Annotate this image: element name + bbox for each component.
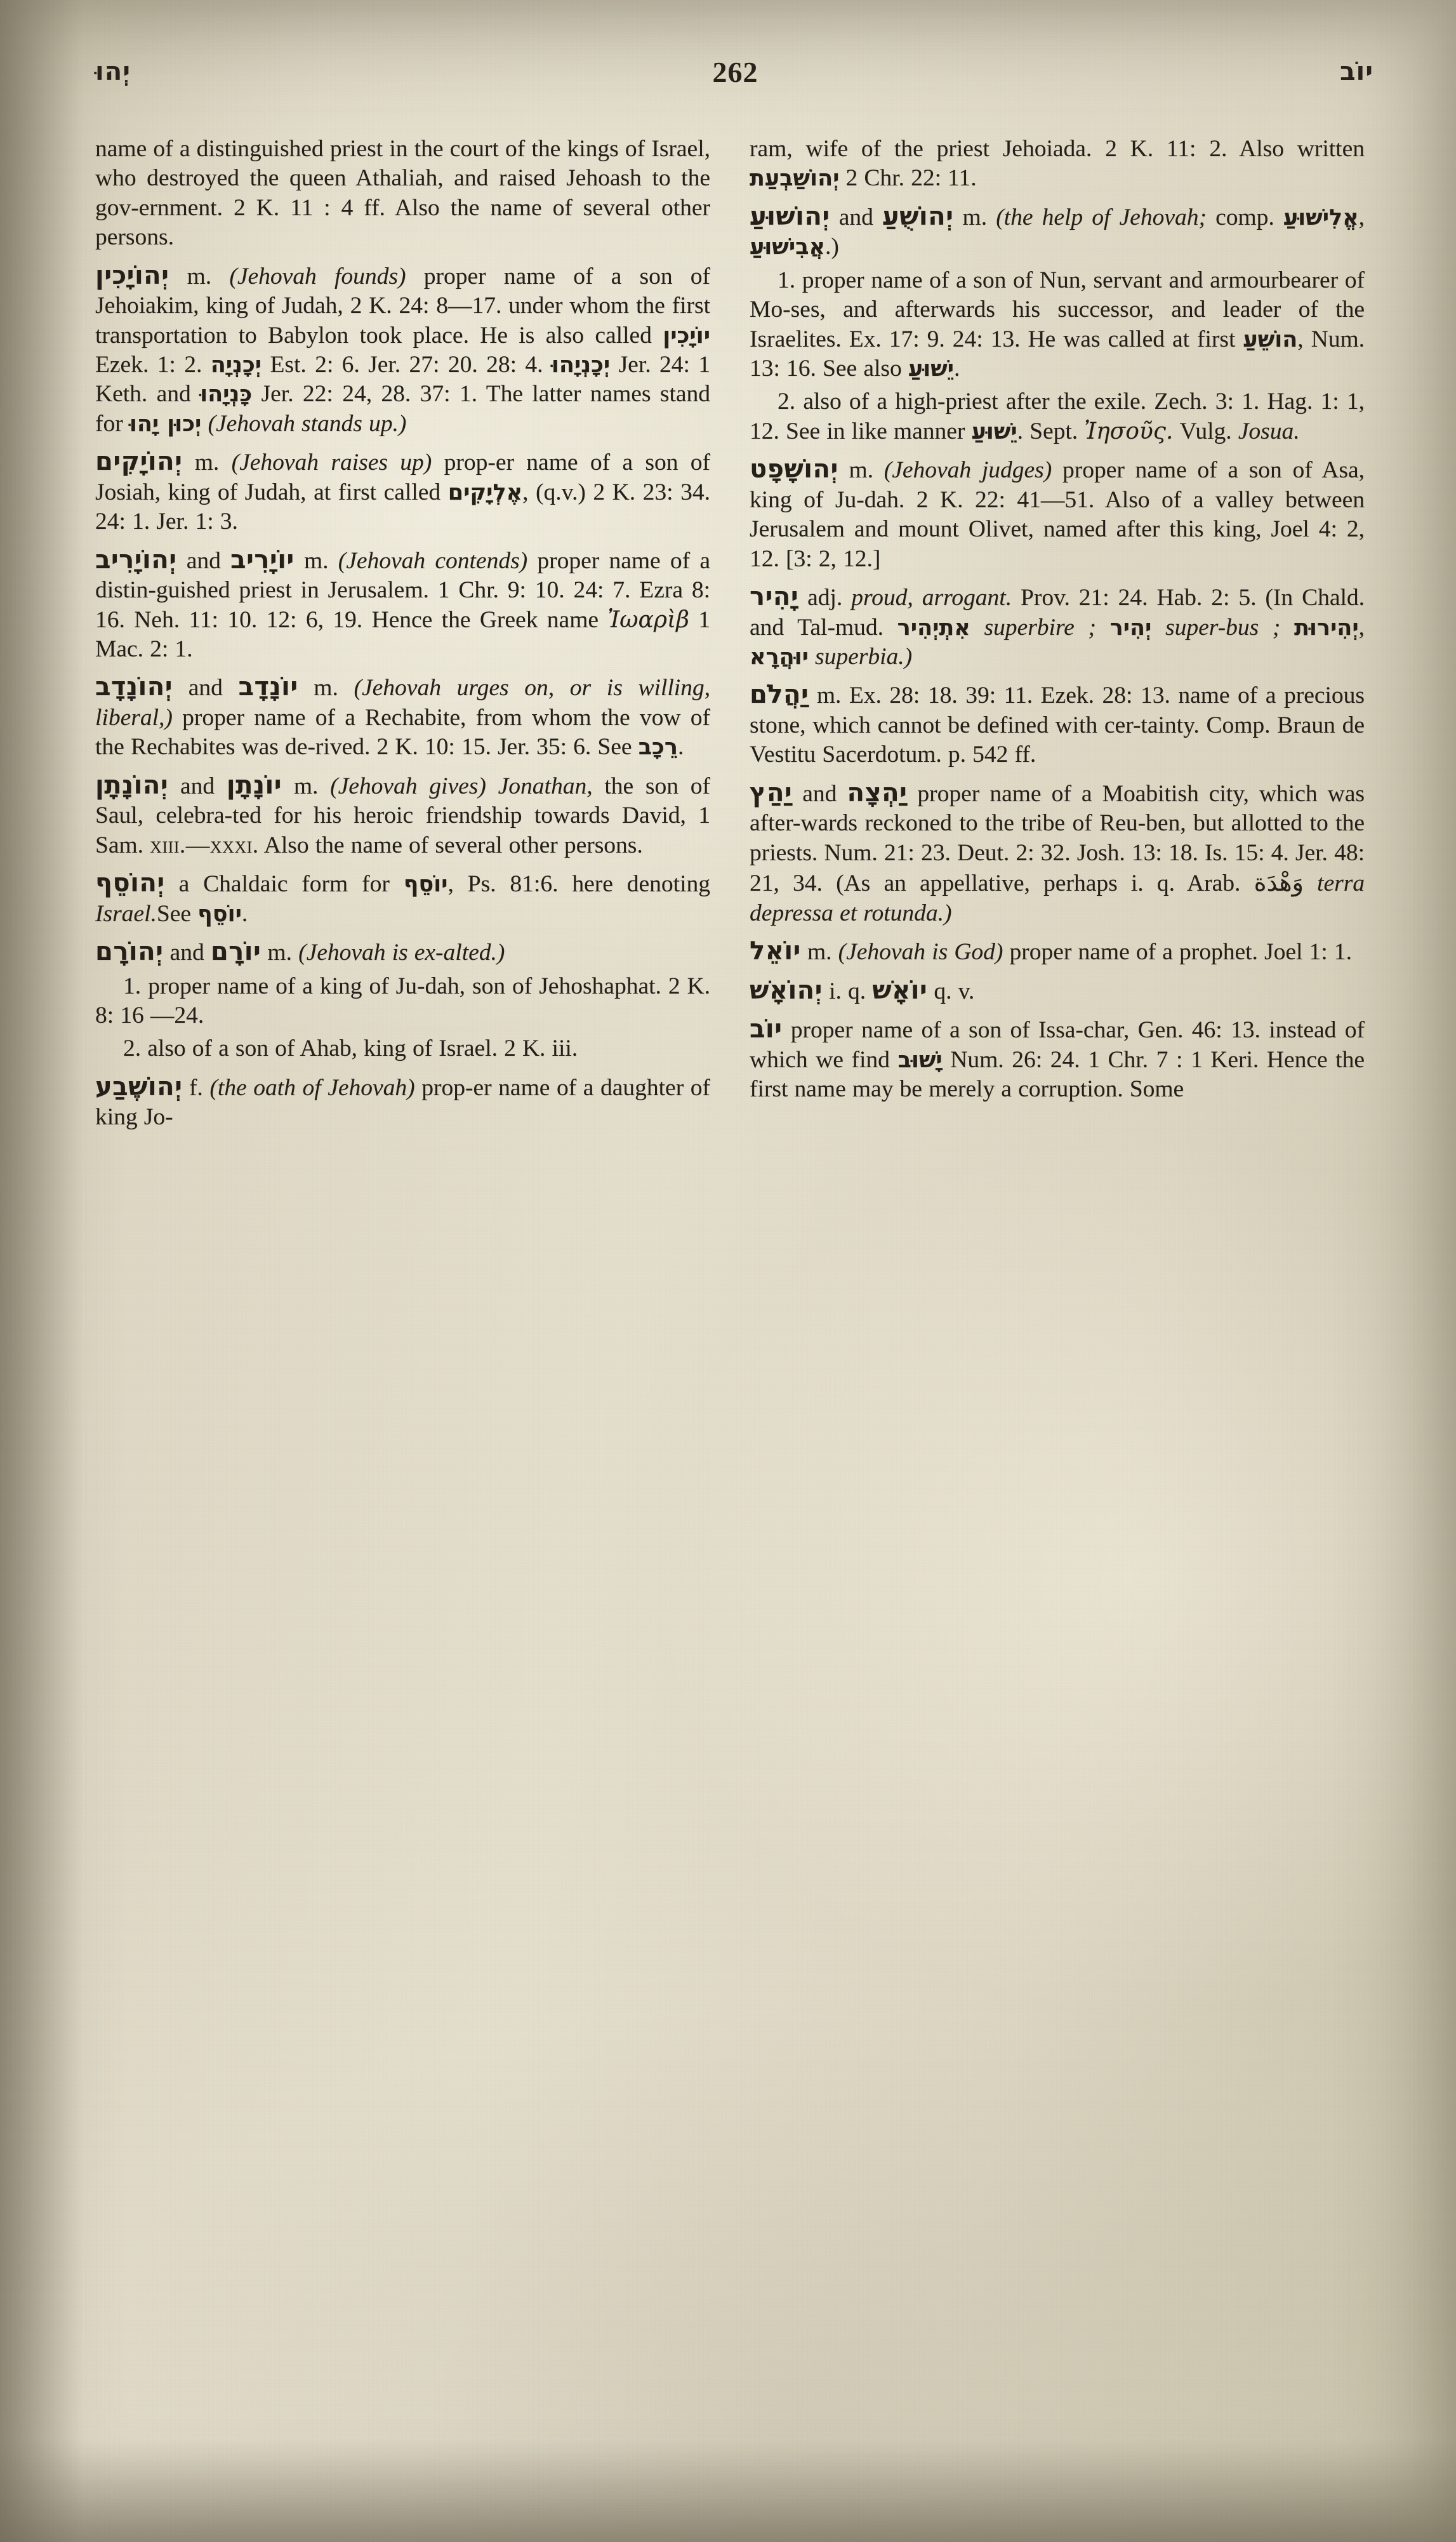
latin-gloss: superbire ; (984, 614, 1096, 641)
entry-text: proper name of a distin-guished priest in Jerusalem. 1 Chr. 9: 10. 24: 7. Ezra 8: 16. Neh. 11: 10. 12: 6, 19. Hence the Greek name (95, 547, 711, 633)
headword: יְהוֹשֶׁבַע (95, 1072, 183, 1101)
entry-text: , Ps. 81:6. here denoting (447, 871, 711, 898)
entry-text: proper name of a Rechabite, from whom the vow of the Rechabites was de-rived. 2 K. 10: 15. Jer. 35: 6. See (95, 704, 710, 761)
entry-text: Ezek. 1: 2. (95, 352, 202, 378)
entry-text: Num. 26: 24. 1 Chr. 7 : 1 Keri. Hence the first name may be merely a corruption. Some (750, 1046, 1365, 1102)
sense-text: . Sept. (1017, 418, 1078, 444)
sense-text: 1. proper name of a king of Ju-dah, son of Jehoshaphat. 2 K. 8: 16 —24. (95, 973, 710, 1029)
entry-continuation-jehosheba (750, 135, 1365, 194)
headword: יוֹאֵל (750, 936, 801, 966)
roman-numeral-range: xiii.—xxxi. (150, 832, 259, 858)
gender-marker: f. (189, 1074, 203, 1101)
entry-yahir: יָהִיר adj. proud, arrogant. Prov. 21: 24. Hab. 2: 5. (In Chald. and Tal-mud. אִתְיְהִיר superbire ; יְהִיר super-bus ; יְהִירוּת, יוּהֲרָא superbia.) (750, 582, 1365, 670)
headword: יְהוֹסֵף (95, 868, 165, 898)
greek-form: Ἰωαρὶβ (607, 606, 689, 633)
entry-text: . (677, 734, 684, 761)
arabic-cognate: وَهْدَة (1254, 868, 1304, 897)
etymology-gloss: (the oath of Jehovah) (209, 1074, 415, 1101)
entry-text: , (q.v.) 2 K. 23: 34. 24: 1. Jer. 1: 3. (95, 479, 711, 535)
entry-jehonathan (95, 770, 710, 860)
sense-text: . (953, 356, 960, 382)
gender-marker: m. (303, 547, 329, 574)
entry-text: Est. 2: 6. Jer. 27: 20. 28: 4. (270, 352, 543, 378)
etymology-gloss: (Jehovah founds) (229, 263, 406, 289)
gender-marker: m. (807, 939, 832, 966)
entry-jehosheba (95, 1072, 710, 1133)
hebrew-variant: יָשׁוּב (897, 1047, 943, 1073)
english-gloss: Israel. (95, 900, 157, 927)
english-gloss: proud, arrogant. (851, 585, 1012, 611)
entry-joshua-sense-1 (750, 266, 1365, 384)
running-head-right-catchword: יוֹב (1340, 57, 1373, 86)
sense-text: 2. also of a son of Ahab, king of Israel. 2 K. iii. (123, 1035, 578, 1062)
headword-variant: יוֹיָרִיב (230, 545, 295, 575)
headword-variant: יוֹנָתָן (226, 770, 282, 800)
entry-text: Also the name of several other persons. (263, 832, 643, 858)
headword: יְהוֹנָתָן (95, 770, 169, 800)
headword: יְהוֹרָם (95, 937, 164, 967)
entry-job-issachar (750, 1014, 1365, 1104)
entry-text: See (156, 900, 192, 927)
hebrew-cognate: יְהִירוּת (1294, 615, 1359, 641)
entry-continuation-jehoiada (95, 135, 710, 253)
sense-text: 2. also of a high-priest after the exile. Zech. 3: 1. Hag. 1: 1, 12. See in like manner (750, 389, 1365, 444)
headword-variant: יְהוֹשֻׁעַ (882, 201, 954, 231)
entry-jehoiachin (95, 260, 710, 439)
entry-text: proper name of a prophet. Joel 1: 1. (1009, 939, 1352, 966)
hebrew-variant: הוֹשֵׁעַ (1243, 326, 1298, 352)
running-head (95, 50, 1373, 94)
entry-text: proper name of a son of Asa, king of Ju-dah. 2 K. 22: 41—51. Also of a valley between Jerusalem and mount Olivet, named after this king, Joel 4: 2, 12. [3: 2, 12.] (750, 457, 1365, 572)
entry-jehoshaphat (750, 454, 1365, 574)
greek-form: Ἰησοῦς. (1084, 418, 1174, 444)
entry-jehonadab (95, 672, 710, 762)
running-head-left-catchword: יְהוּ (95, 57, 131, 86)
latin-gloss: super-bus ; (1165, 614, 1281, 641)
headword: יְהוֹיָקִים (95, 447, 183, 477)
gender-marker: m. (267, 940, 292, 966)
entry-text: proper name of a son of Jehoiakim, king of Judah, 2 K. 24: 8—17. under whom the first transportation to Babylon took place. He is also called (95, 263, 711, 349)
headword-variant: יוֹנָדָב (238, 672, 298, 702)
headword-joiner: and (186, 547, 221, 574)
entry-jahaz (750, 778, 1365, 928)
headword-joiner: and (188, 675, 223, 702)
latin-gloss: terra depressa et rotunda.) (750, 870, 1365, 926)
hebrew-variant: יוֹיָכִין (663, 323, 711, 349)
gender-marker: m. (816, 682, 842, 709)
gender-marker: m. (194, 449, 220, 476)
part-of-speech: adj. (807, 585, 843, 611)
entry-text: Jer. 24: 1 Keth. and (95, 352, 711, 408)
headword-joiner: i. q. (829, 978, 866, 1004)
hebrew-cognate: יְהִיר (1109, 615, 1152, 641)
etymology-gloss: (Jehovah gives) (330, 773, 486, 799)
entry-text: a Chaldaic form for (178, 871, 390, 898)
entry-jehoiakim (95, 446, 710, 536)
comp-label: comp. (1215, 204, 1274, 230)
page-number: 262 (712, 55, 758, 88)
left-column (95, 135, 710, 1134)
hebrew-variant: כָּנְיָהוּ (200, 382, 253, 408)
entry-text: the son of Saul, celebra-ted for his heroic friendship towards David, 1 Sam. (95, 773, 711, 858)
headword: יְהוֹיָכִין (95, 260, 169, 290)
entry-text: Prov. 21: 24. Hab. 2: 5. (In Chald. and Tal-mud. (750, 585, 1365, 641)
headword-joiner: and (838, 204, 873, 230)
hebrew-comparison: אֱלִישׁוּעַ (1283, 204, 1359, 230)
two-column-body (95, 135, 1365, 1134)
latin-gloss: superbia.) (815, 644, 913, 670)
gender-marker: m. (187, 263, 212, 289)
latin-gloss: Josua. (1238, 418, 1300, 444)
headword: יְהוֹיָרִיב (95, 545, 177, 575)
headword-variant: יוֹרָם (210, 937, 261, 967)
hebrew-variant: יְכָנְיָה (210, 352, 262, 378)
headword-joiner: and (169, 940, 204, 966)
etymology-gloss: (Jehovah contends) (338, 547, 528, 574)
entry-text: proper name of a son of Issa-char, Gen. 46: 13. instead of which we find (750, 1017, 1365, 1073)
gender-marker: m. (962, 204, 988, 230)
page-edge-shadow-bottom (0, 2440, 1456, 2542)
entry-text: . (241, 900, 248, 927)
headword-joiner: and (802, 780, 837, 807)
entry-text: prop-er name of a son of Josiah, king of Judah, at first called (95, 449, 711, 505)
etymology-gloss: (Jehovah raises up) (231, 449, 432, 476)
headword: יַהַץ (750, 778, 793, 808)
entry-text: q. v. (934, 978, 975, 1004)
entry-text: name of a distinguished priest in the court of the kings of Israel, who destroyed the queen Athaliah, and raised Jehoash to the gov-ernment. 2 K. 11 : 4 ff. Also the name of several other persons. (95, 136, 710, 251)
hebrew-cognate: אִתְיְהִיר (897, 615, 970, 641)
etymology-gloss: (Jehovah urges on, or is willing, liberal,) (95, 675, 711, 731)
entry-joshua: יְהוֹשׁוּעַ and יְהוֹשֻׁעַ m. (the help of Jehovah; comp. אֱלִישׁוּעַ, אֲבִישׁוּעַ.) (750, 201, 1365, 260)
headword-variant: יַהְצָה (847, 778, 908, 808)
entry-joash (750, 975, 1365, 1007)
sense-text: Vulg. (1179, 418, 1232, 444)
gender-marker: m. (293, 773, 319, 799)
etymology-gloss: (Jehovah stands up.) (208, 410, 407, 437)
entry-text: 2 Chr. 22: 11. (845, 165, 977, 192)
sense-text: 1. proper name of a son of Nun, servant and armourbearer of Mo-ses, and afterwards his successor, and leader of the Israelites. Ex. 17: 9. 24: 13. He was called at first (750, 267, 1365, 352)
headword: יְהוֹנָדָב (95, 672, 173, 702)
etymology-gloss: (Jehovah is ex-alted.) (298, 940, 505, 966)
entry-text: ram, wife of the priest Jehoiada. 2 K. 11: 2. Also written (750, 136, 1365, 162)
gender-marker: m. (314, 675, 338, 702)
sense-text: , Num. 13: 16. See also (750, 326, 1365, 382)
entry-jehoram (95, 936, 710, 968)
headword: יְהוֹשׁוּעַ (750, 201, 830, 231)
headword-variant: יוֹאָשׁ (872, 975, 928, 1005)
headword: יַהֲלֹם (750, 680, 809, 710)
hebrew-cognate: יוּהֲרָא (750, 644, 809, 670)
hebrew-variant: אֶלְיָקִים (447, 479, 523, 505)
headword: יוֹב (750, 1015, 783, 1044)
hebrew-variant: יוֹסֵף (403, 872, 448, 898)
entry-text: prop-er name of a daughter of king Jo- (95, 1074, 710, 1131)
entry-jehoiarib (95, 545, 710, 665)
headword: יָהִיר (750, 582, 799, 612)
hebrew-crossref: יוֹסֵף (197, 901, 242, 927)
headword-joiner: and (180, 773, 215, 799)
entry-jehoram-sense-1 (95, 972, 710, 1031)
headword: יְהוֹאָשׁ (750, 975, 823, 1005)
hebrew-crossref: יֵשׁוּעַ (971, 418, 1017, 444)
entry-jehoseph (95, 868, 710, 929)
entry-joel (750, 936, 1365, 968)
entry-joshua-sense-2 (750, 387, 1365, 446)
hebrew-variant: יְהוֹשַׁבְעַת (750, 166, 840, 192)
page-edge-shadow-left (0, 0, 83, 2542)
etymology-gloss: (Jehovah is God) (838, 939, 1003, 966)
etymology-gloss: (Jehovah judges) (884, 457, 1052, 484)
gender-marker: m. (849, 457, 874, 484)
entry-text: Ex. 28: 18. 39: 11. Ezek. 28: 13. name of a precious stone, which cannot be defined with cer-tainty. Comp. Braun de Vestitu Sacerdotum. p. 542 ff. (750, 682, 1365, 768)
hebrew-crossref: יֵשׁוּעַ (908, 356, 954, 382)
entry-yahalom (750, 679, 1365, 769)
etymology-gloss: (the help of Jehovah; (996, 204, 1207, 230)
english-gloss: Jonathan, (498, 773, 593, 799)
entry-text: Jer. 22: 24, 28. 37: 1. The latter names stand for (95, 381, 711, 437)
entry-text: proper name of a Moabitish city, which was after-wards reckoned to the tribe of Reu-ben, but allotted to the priests. Num. 21: 23. Deut. 2: 32. Josh. 13: 18. Is. 15: 4. Jer. 48: 21, 34. (As an appellative, perhaps i. q. Arab. (750, 780, 1365, 897)
right-column (750, 135, 1365, 1134)
entry-text: 1 Mac. 2: 1. (95, 606, 710, 663)
entry-jehoram-sense-2 (95, 1034, 710, 1063)
hebrew-variant: יְכוּן יָהוּ (129, 411, 202, 437)
headword: יְהוֹשָׁפָט (750, 455, 838, 484)
hebrew-crossref: רֵכָב (638, 735, 678, 761)
entry-text: .) (824, 234, 839, 260)
hebrew-comparison: אֲבִישׁוּעַ (750, 234, 825, 260)
hebrew-variant: יְכָנְיָהוּ (551, 352, 611, 378)
